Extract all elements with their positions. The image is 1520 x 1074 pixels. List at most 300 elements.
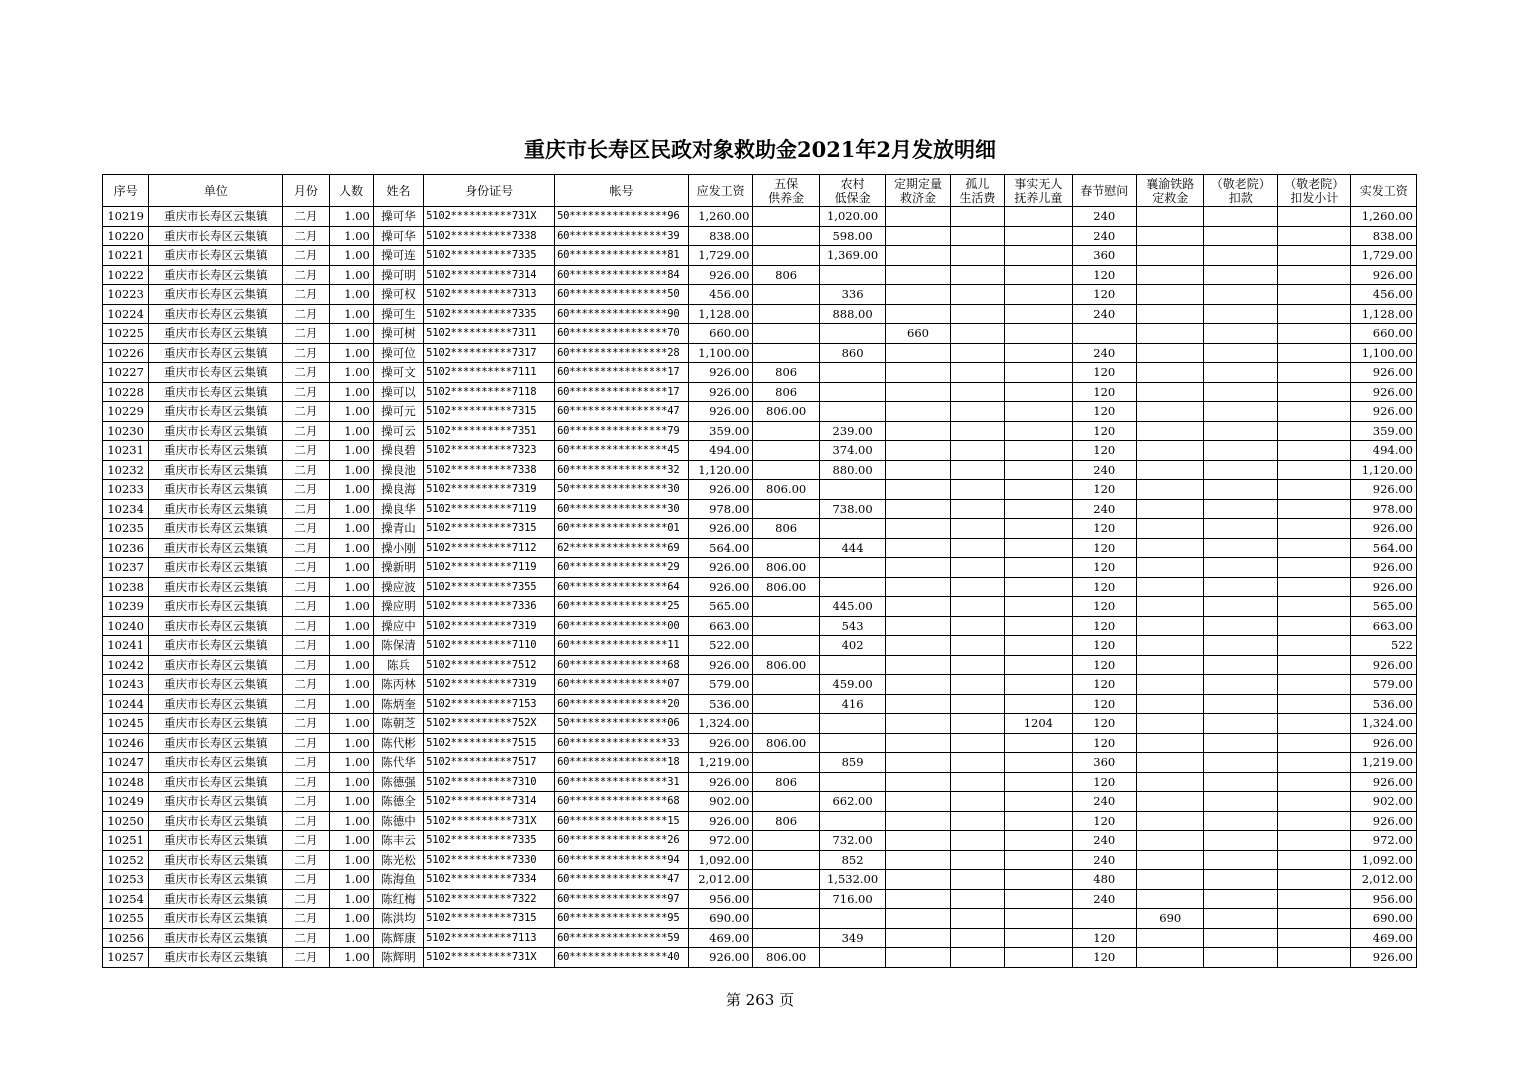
table-cell (1005, 460, 1072, 480)
table-cell: 5102**********7317 (424, 343, 555, 363)
table-cell: 1.00 (329, 694, 373, 714)
table-cell (753, 928, 819, 948)
table-cell: 120 (1072, 285, 1136, 305)
table-cell (1277, 889, 1351, 909)
table-cell: 120 (1072, 694, 1136, 714)
table-cell: 838.00 (1351, 226, 1417, 246)
table-cell: 5102**********7335 (424, 304, 555, 324)
table-cell (753, 831, 819, 851)
table-cell (753, 226, 819, 246)
table-cell: 陈炳奎 (373, 694, 423, 714)
table-cell: 60****************28 (555, 343, 689, 363)
table-cell: 978.00 (1351, 499, 1417, 519)
table-cell (1204, 831, 1278, 851)
table-cell: 926.00 (688, 558, 752, 578)
table-cell (1005, 246, 1072, 266)
table-cell (886, 772, 950, 792)
table-row (103, 421, 1417, 441)
table-cell (886, 850, 950, 870)
table-cell (1005, 850, 1072, 870)
table-cell: 359.00 (1351, 421, 1417, 441)
table-cell: 5102**********7314 (424, 265, 555, 285)
table-cell: 陈丙林 (373, 675, 423, 695)
table-cell: 1,092.00 (688, 850, 752, 870)
table-cell (886, 811, 950, 831)
table-cell: 926.00 (688, 655, 752, 675)
table-cell (1204, 714, 1278, 734)
table-cell: 956.00 (1351, 889, 1417, 909)
table-cell (1277, 850, 1351, 870)
table-cell: 二月 (283, 207, 329, 227)
table-cell: 663.00 (688, 616, 752, 636)
table-cell (1137, 207, 1204, 227)
table-cell (950, 246, 1004, 266)
table-cell (950, 577, 1004, 597)
table-cell: 60****************26 (555, 831, 689, 851)
table-cell: 926.00 (688, 265, 752, 285)
table-cell (1277, 831, 1351, 851)
table-row (103, 538, 1417, 558)
table-cell: 操应明 (373, 597, 423, 617)
table-cell: 1.00 (329, 733, 373, 753)
table-cell (1137, 265, 1204, 285)
table-cell (1204, 421, 1278, 441)
table-cell (1005, 324, 1072, 344)
table-cell (1137, 870, 1204, 890)
table-cell: 5102**********7338 (424, 460, 555, 480)
table-cell: 二月 (283, 480, 329, 500)
table-row (103, 811, 1417, 831)
column-header: 孤儿 生活费 (950, 175, 1004, 207)
table-cell: 120 (1072, 480, 1136, 500)
table-cell (886, 694, 950, 714)
table-cell: 5102**********7351 (424, 421, 555, 441)
table-cell: 120 (1072, 441, 1136, 461)
table-cell: 二月 (283, 402, 329, 422)
table-cell: 1.00 (329, 324, 373, 344)
table-cell: 60****************25 (555, 597, 689, 617)
table-cell (1277, 753, 1351, 773)
table-cell (819, 948, 885, 968)
table-cell: 5102**********752X (424, 714, 555, 734)
table-cell: 50****************96 (555, 207, 689, 227)
table-cell: 操可以 (373, 382, 423, 402)
table-cell: 1.00 (329, 265, 373, 285)
table-cell: 120 (1072, 265, 1136, 285)
table-cell (886, 928, 950, 948)
table-cell: 60****************15 (555, 811, 689, 831)
table-cell (886, 909, 950, 929)
table-cell (753, 616, 819, 636)
table-cell: 536.00 (688, 694, 752, 714)
table-cell: 469.00 (688, 928, 752, 948)
column-header: 事实无人 抚养儿童 (1005, 175, 1072, 207)
table-cell (1277, 733, 1351, 753)
table-cell: 重庆市长寿区云集镇 (149, 928, 283, 948)
table-cell: 120 (1072, 558, 1136, 578)
table-cell (753, 870, 819, 890)
table-cell: 二月 (283, 870, 329, 890)
table-cell: 1.00 (329, 772, 373, 792)
table-cell: 二月 (283, 304, 329, 324)
table-cell: 重庆市长寿区云集镇 (149, 538, 283, 558)
table-cell (753, 850, 819, 870)
table-cell: 重庆市长寿区云集镇 (149, 207, 283, 227)
table-cell (886, 675, 950, 695)
table-cell: 重庆市长寿区云集镇 (149, 870, 283, 890)
table-cell: 二月 (283, 636, 329, 656)
table-cell: 360 (1072, 246, 1136, 266)
table-cell: 10246 (103, 733, 149, 753)
table-cell: 60****************50 (555, 285, 689, 305)
table-cell: 1.00 (329, 616, 373, 636)
table-cell (1204, 538, 1278, 558)
table-cell: 10220 (103, 226, 149, 246)
table-cell: 1.00 (329, 792, 373, 812)
table-cell (1005, 382, 1072, 402)
table-cell (950, 519, 1004, 539)
table-cell (1137, 714, 1204, 734)
table-cell: 重庆市长寿区云集镇 (149, 460, 283, 480)
table-cell (819, 577, 885, 597)
table-cell (1137, 499, 1204, 519)
table-cell: 1.00 (329, 226, 373, 246)
table-cell (886, 480, 950, 500)
table-cell (753, 753, 819, 773)
table-cell: 操可权 (373, 285, 423, 305)
table-cell: 444 (819, 538, 885, 558)
table-cell: 5102**********731X (424, 948, 555, 968)
table-cell (819, 402, 885, 422)
table-cell (1005, 928, 1072, 948)
table-cell: 120 (1072, 714, 1136, 734)
table-cell (1204, 382, 1278, 402)
table-cell (1137, 421, 1204, 441)
table-cell: 926.00 (688, 402, 752, 422)
table-cell: 5102**********7335 (424, 246, 555, 266)
table-cell (1137, 616, 1204, 636)
table-cell (950, 226, 1004, 246)
table-row (103, 441, 1417, 461)
table-cell (1005, 831, 1072, 851)
table-cell: 888.00 (819, 304, 885, 324)
table-cell (753, 597, 819, 617)
table-cell (1277, 265, 1351, 285)
table-cell: 416 (819, 694, 885, 714)
table-cell: 349 (819, 928, 885, 948)
table-cell: 操可华 (373, 207, 423, 227)
table-cell: 926.00 (688, 519, 752, 539)
table-cell: 60****************45 (555, 441, 689, 461)
column-header: 姓名 (373, 175, 423, 207)
table-cell: 60****************40 (555, 948, 689, 968)
table-cell: 1.00 (329, 402, 373, 422)
table-cell: 10222 (103, 265, 149, 285)
column-header: 春节慰问 (1072, 175, 1136, 207)
table-cell: 536.00 (1351, 694, 1417, 714)
table-cell: 838.00 (688, 226, 752, 246)
table-cell: 5102**********7355 (424, 577, 555, 597)
table-cell (1277, 363, 1351, 383)
table-row (103, 402, 1417, 422)
table-cell (1277, 421, 1351, 441)
table-cell: 操可华 (373, 226, 423, 246)
table-cell (1204, 928, 1278, 948)
table-cell (1137, 675, 1204, 695)
table-cell: 5102**********7113 (424, 928, 555, 948)
table-row (103, 285, 1417, 305)
table-cell (950, 616, 1004, 636)
table-cell (1005, 402, 1072, 422)
table-cell: 操新明 (373, 558, 423, 578)
table-cell: 陈丰云 (373, 831, 423, 851)
table-cell (1277, 382, 1351, 402)
table-cell: 902.00 (688, 792, 752, 812)
table-cell: 445.00 (819, 597, 885, 617)
table-cell: 陈海鱼 (373, 870, 423, 890)
table-cell (1204, 733, 1278, 753)
table-cell (950, 538, 1004, 558)
table-cell: 二月 (283, 597, 329, 617)
table-cell: 1,324.00 (688, 714, 752, 734)
table-row (103, 850, 1417, 870)
table-cell (753, 246, 819, 266)
table-cell (886, 519, 950, 539)
table-cell (1277, 324, 1351, 344)
table-cell: 1.00 (329, 655, 373, 675)
table-cell (950, 714, 1004, 734)
table-cell: 926.00 (1351, 382, 1417, 402)
table-cell: 1.00 (329, 636, 373, 656)
table-cell: 926.00 (688, 480, 752, 500)
table-cell: 重庆市长寿区云集镇 (149, 694, 283, 714)
table-cell: 10253 (103, 870, 149, 890)
table-row (103, 733, 1417, 753)
table-cell: 5102**********7319 (424, 675, 555, 695)
table-cell: 5102**********7315 (424, 402, 555, 422)
table-cell: 402 (819, 636, 885, 656)
table-cell: 重庆市长寿区云集镇 (149, 714, 283, 734)
table-row (103, 753, 1417, 773)
table-cell: 10240 (103, 616, 149, 636)
table-cell: 陈保清 (373, 636, 423, 656)
table-row (103, 714, 1417, 734)
table-cell: 二月 (283, 616, 329, 636)
table-cell (950, 753, 1004, 773)
table-cell: 806.00 (753, 558, 819, 578)
table-cell (950, 889, 1004, 909)
table-cell: 120 (1072, 772, 1136, 792)
table-cell: 10252 (103, 850, 149, 870)
table-cell: 972.00 (688, 831, 752, 851)
table-cell: 1.00 (329, 304, 373, 324)
table-cell: 60****************70 (555, 324, 689, 344)
table-cell (886, 558, 950, 578)
table-cell: 60****************79 (555, 421, 689, 441)
table-cell: 120 (1072, 636, 1136, 656)
table-row (103, 363, 1417, 383)
table-cell: 60****************17 (555, 363, 689, 383)
table-cell (1204, 402, 1278, 422)
table-cell: 陈洪均 (373, 909, 423, 929)
table-cell: 10255 (103, 909, 149, 929)
table-cell: 操可连 (373, 246, 423, 266)
table-row (103, 928, 1417, 948)
table-cell (950, 402, 1004, 422)
table-cell (1005, 753, 1072, 773)
table-cell: 1,532.00 (819, 870, 885, 890)
table-cell: 60****************29 (555, 558, 689, 578)
table-cell: 二月 (283, 675, 329, 695)
table-cell: 579.00 (1351, 675, 1417, 695)
table-cell (753, 909, 819, 929)
table-cell: 陈代华 (373, 753, 423, 773)
table-cell: 5102**********7313 (424, 285, 555, 305)
table-cell: 重庆市长寿区云集镇 (149, 948, 283, 968)
table-cell (886, 597, 950, 617)
table-cell (950, 304, 1004, 324)
table-cell (950, 811, 1004, 831)
table-cell: 二月 (283, 499, 329, 519)
column-header: 定期定量 救济金 (886, 175, 950, 207)
table-cell: 240 (1072, 343, 1136, 363)
table-cell (1005, 480, 1072, 500)
table-cell (1005, 675, 1072, 695)
page-title: 重庆市长寿区民政对象救助金2021年2月发放明细 (523, 137, 997, 162)
table-cell: 926.00 (1351, 402, 1417, 422)
table-cell (1277, 811, 1351, 831)
table-cell: 1.00 (329, 577, 373, 597)
table-cell: 操小刚 (373, 538, 423, 558)
table-cell: 5102**********7334 (424, 870, 555, 890)
table-cell (886, 441, 950, 461)
table-cell: 1.00 (329, 597, 373, 617)
table-row (103, 343, 1417, 363)
table-cell: 956.00 (688, 889, 752, 909)
table-cell: 926.00 (1351, 733, 1417, 753)
table-cell: 359.00 (688, 421, 752, 441)
table-cell: 480 (1072, 870, 1136, 890)
table-cell (1277, 304, 1351, 324)
table-cell: 1.00 (329, 460, 373, 480)
table-cell: 重庆市长寿区云集镇 (149, 421, 283, 441)
table-cell (1277, 558, 1351, 578)
table-cell: 重庆市长寿区云集镇 (149, 655, 283, 675)
table-cell: 456.00 (688, 285, 752, 305)
table-cell: 565.00 (1351, 597, 1417, 617)
table-cell: 操良池 (373, 460, 423, 480)
table-cell: 120 (1072, 402, 1136, 422)
column-header: 人数 (329, 175, 373, 207)
table-cell (1137, 558, 1204, 578)
table-cell (753, 538, 819, 558)
table-cell: 1,219.00 (688, 753, 752, 773)
table-cell: 663.00 (1351, 616, 1417, 636)
table-cell (753, 694, 819, 714)
table-cell: 5102**********7310 (424, 772, 555, 792)
table-cell (1204, 304, 1278, 324)
table-cell (1277, 460, 1351, 480)
table-cell: 120 (1072, 675, 1136, 695)
table-cell (1204, 285, 1278, 305)
table-cell: 60****************94 (555, 850, 689, 870)
table-cell: 926.00 (688, 948, 752, 968)
table-cell: 10223 (103, 285, 149, 305)
table-cell: 重庆市长寿区云集镇 (149, 772, 283, 792)
table-cell: 1.00 (329, 441, 373, 461)
table-cell: 10233 (103, 480, 149, 500)
table-cell: 二月 (283, 948, 329, 968)
table-cell: 二月 (283, 792, 329, 812)
table-cell: 5102**********7119 (424, 558, 555, 578)
table-cell: 1,219.00 (1351, 753, 1417, 773)
table-cell: 1,020.00 (819, 207, 885, 227)
table-cell: 操良海 (373, 480, 423, 500)
table-cell (886, 363, 950, 383)
table-cell: 操应波 (373, 577, 423, 597)
table-cell (1137, 792, 1204, 812)
table-cell: 1,128.00 (688, 304, 752, 324)
table-cell (886, 207, 950, 227)
table-cell (1204, 616, 1278, 636)
table-cell (1277, 772, 1351, 792)
table-cell: 5102**********7111 (424, 363, 555, 383)
table-cell (1137, 343, 1204, 363)
table-cell (753, 460, 819, 480)
table-cell: 二月 (283, 753, 329, 773)
table-cell (886, 870, 950, 890)
table-cell: 1.00 (329, 421, 373, 441)
table-row (103, 831, 1417, 851)
table-cell: 10254 (103, 889, 149, 909)
table-cell (1277, 597, 1351, 617)
table-cell (1204, 480, 1278, 500)
table-cell: 陈德强 (373, 772, 423, 792)
table-cell (753, 343, 819, 363)
table-cell (886, 753, 950, 773)
table-cell (1137, 733, 1204, 753)
table-cell (1204, 948, 1278, 968)
table-cell: 543 (819, 616, 885, 636)
table-cell: 二月 (283, 226, 329, 246)
table-cell: 重庆市长寿区云集镇 (149, 304, 283, 324)
table-cell (1005, 616, 1072, 636)
table-cell (950, 382, 1004, 402)
table-cell (886, 499, 950, 519)
table-cell (886, 343, 950, 363)
table-cell: 陈光松 (373, 850, 423, 870)
table-cell (1005, 441, 1072, 461)
table-cell: 重庆市长寿区云集镇 (149, 616, 283, 636)
table-cell: 陈辉康 (373, 928, 423, 948)
table-cell: 60****************01 (555, 519, 689, 539)
table-cell: 806.00 (753, 948, 819, 968)
table-cell: 1204 (1005, 714, 1072, 734)
table-cell (1005, 519, 1072, 539)
table-cell (1005, 285, 1072, 305)
table-cell: 5102**********7338 (424, 226, 555, 246)
table-cell: 1.00 (329, 285, 373, 305)
table-cell (950, 207, 1004, 227)
table-cell (1204, 694, 1278, 714)
table-cell: 579.00 (688, 675, 752, 695)
table-cell (1005, 870, 1072, 890)
table-cell (1277, 792, 1351, 812)
table-cell: 5102**********731X (424, 207, 555, 227)
table-cell (753, 792, 819, 812)
table-cell: 二月 (283, 831, 329, 851)
column-header: 身份证号 (424, 175, 555, 207)
